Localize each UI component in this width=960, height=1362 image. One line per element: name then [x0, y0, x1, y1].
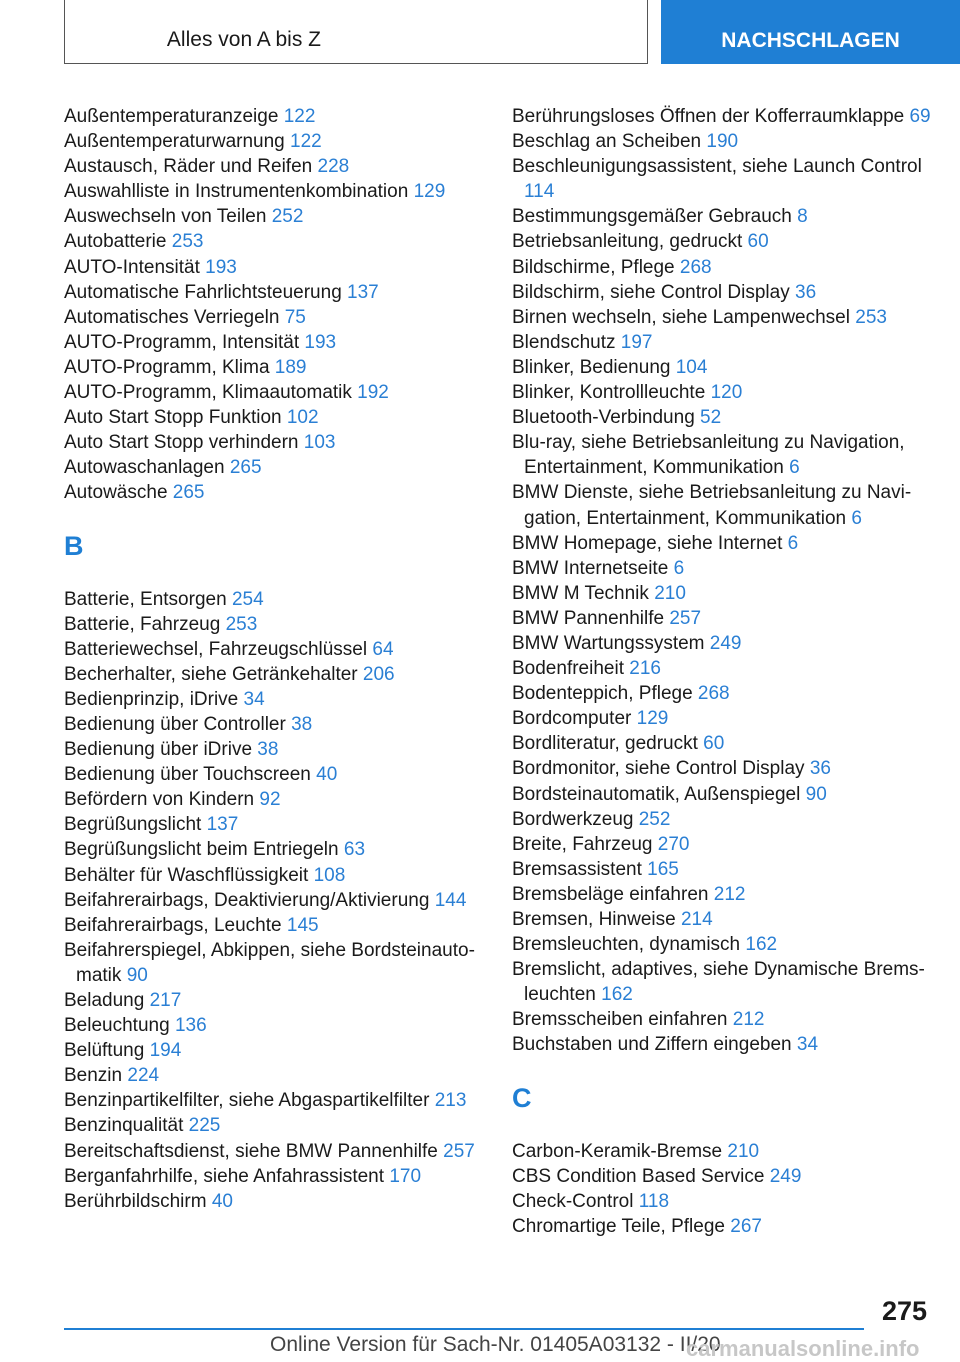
index-entry-page-link[interactable]: 36	[795, 281, 817, 303]
index-entry	[512, 255, 937, 280]
index-entry-term: Breite, Fahrzeug	[512, 833, 653, 855]
index-entry-term: Batterie, Entsorgen	[64, 588, 227, 610]
header-box	[64, 0, 648, 64]
index-entry-page-link[interactable]: 114	[524, 181, 555, 203]
index-entry-page-link[interactable]: 60	[703, 733, 725, 755]
index-entry-term: BMW Pannenhilfe	[512, 607, 665, 629]
index-entry-page-link[interactable]: 162	[745, 934, 778, 956]
index-entry-page-link[interactable]: 69	[909, 106, 931, 127]
index-entry-page-link[interactable]: 252	[271, 206, 304, 228]
index-entry-page-link[interactable]: 270	[657, 833, 690, 855]
index-entry	[512, 531, 937, 556]
index-entry	[64, 812, 494, 837]
index-entry-page-link[interactable]: 206	[362, 663, 395, 685]
index-entry-page-link[interactable]: 34	[796, 1034, 819, 1056]
index-entry-page-link[interactable]: 129	[413, 181, 446, 203]
index-entry-term: Bremsassistent	[512, 858, 642, 880]
index-entry-term: Becherhalter, siehe Getränkehalter	[64, 663, 358, 685]
index-entry-term: Außentemperaturanzeige	[64, 106, 279, 127]
index-entry-term: Behälter für Waschflüssigkeit	[64, 864, 309, 886]
index-entry-page-link[interactable]: 214	[680, 909, 713, 930]
index-entry	[512, 731, 937, 756]
index-entry	[512, 1032, 937, 1057]
index-entry-page-link[interactable]: 190	[706, 131, 739, 153]
index-entry	[64, 1113, 494, 1138]
index-entry-term: Bluetooth-Verbindung	[512, 407, 695, 429]
index-entry-term: BMW Internetseite	[512, 557, 669, 579]
index-entry-term: Batterie, Fahrzeug	[64, 613, 221, 635]
index-entry-term: Autowäsche	[64, 482, 168, 504]
index-entry	[64, 1013, 494, 1038]
index-entry	[64, 787, 494, 812]
index-entry-page-link[interactable]: 170	[389, 1165, 422, 1187]
index-entry	[64, 1063, 494, 1088]
index-entry-page-link[interactable]: 162	[601, 984, 633, 1006]
index-entry-term: Blinker, Bedienung	[512, 356, 671, 378]
index-entry-term: Auswahlliste in Instrumentenkombination	[64, 181, 409, 203]
index-entry-term: Bremsscheiben einfahren	[512, 1009, 728, 1031]
index-entry-page-link[interactable]: 253	[225, 613, 258, 635]
index-entry-term: Birnen wechseln, siehe Lampenwechsel	[512, 306, 850, 328]
index-entry-page-link[interactable]: 34	[243, 688, 265, 710]
index-entry	[64, 129, 494, 154]
index-entry	[64, 863, 494, 888]
index-entry	[512, 154, 937, 204]
index-entry-term: Beifahrerspiegel, Abkippen, siehe Bordsteinautomatik	[64, 939, 475, 986]
index-entry-term: Beifahrerairbags, Leuchte	[64, 914, 282, 936]
index-entry-page-link[interactable]: 52	[700, 407, 722, 429]
index-entry-term: Automatisches Verriegeln	[64, 306, 280, 328]
index-entry	[64, 355, 494, 380]
index-entry-page-link[interactable]: 265	[172, 482, 205, 504]
index-entry-page-link[interactable]: 102	[286, 407, 319, 429]
index-entry-page-link[interactable]: 216	[629, 658, 661, 680]
index-entry-page-link[interactable]: 254	[231, 588, 264, 610]
index-entry-term: BMW Wartungssystem	[512, 632, 705, 654]
index-entry	[64, 837, 494, 862]
index-entry	[64, 280, 494, 305]
index-entry	[64, 1164, 494, 1189]
index-entry-page-link[interactable]: 36	[809, 758, 831, 780]
index-entry-page-link[interactable]: 90	[805, 783, 827, 805]
index-entry-page-link[interactable]: 267	[730, 1215, 762, 1237]
index-entry-page-link[interactable]: 225	[188, 1115, 221, 1137]
index-entry-page-link[interactable]: 122	[283, 106, 316, 127]
index-entry-page-link[interactable]: 228	[317, 156, 350, 178]
index-entry-term: Buchstaben und Ziffern eingeben	[512, 1034, 792, 1056]
index-entry	[512, 832, 937, 857]
index-entry-term: BMW Dienste, siehe Betriebsanleitung zu Navigation, Entertainment, Kommunikation	[512, 482, 912, 529]
index-entry-term: Beschlag an Scheiben	[512, 131, 702, 153]
index-entry-page-link[interactable]: 137	[347, 281, 379, 303]
index-entry-term: Bremslicht, adaptives, siehe Dynamische Bremsleuchten	[512, 959, 925, 1006]
index-entry	[64, 988, 494, 1013]
watermark: carmanualsonline.info	[686, 1336, 920, 1361]
index-entry-page-link[interactable]: 38	[291, 713, 313, 735]
index-entry-term: Beschleunigungsassistent, siehe Launch Control	[512, 156, 922, 178]
index-entry	[64, 612, 494, 637]
index-entry-term: Bordcomputer	[512, 708, 632, 730]
index-entry-term: Bodenteppich, Pflege	[512, 683, 693, 705]
index-entry	[64, 380, 494, 405]
index-entry-page-link[interactable]: 40	[316, 764, 338, 786]
index-entry-term: Beleuchtung	[64, 1015, 170, 1037]
index-column-right	[512, 104, 937, 1239]
index-entry	[512, 957, 937, 1007]
index-entry-term: Bordliteratur, gedruckt	[512, 733, 698, 755]
index-entry-term: Berührbildschirm	[64, 1190, 207, 1212]
index-entry-page-link[interactable]: 210	[727, 1140, 760, 1162]
index-entry	[64, 229, 494, 254]
index-entry-term: Bordmonitor, siehe Control Display	[512, 758, 805, 780]
index-entry	[64, 762, 494, 787]
index-entry-page-link[interactable]: 189	[274, 356, 307, 378]
index-entry	[64, 154, 494, 179]
index-entry	[512, 380, 937, 405]
index-entry	[64, 430, 494, 455]
index-entry	[512, 581, 937, 606]
index-entry	[512, 480, 937, 530]
index-entry	[64, 938, 494, 988]
index-entry	[512, 1007, 937, 1032]
index-entry	[64, 455, 494, 480]
index-entry-term: Auto Start Stopp verhindern	[64, 432, 299, 454]
index-entry-term: Befördern von Kindern	[64, 789, 255, 811]
index-entry	[512, 556, 937, 581]
index-entry	[512, 631, 937, 656]
section-title: Alles von A bis Z	[166, 28, 321, 51]
index-column-left	[64, 104, 494, 1214]
index-entry	[512, 305, 937, 330]
index-entry-term: Bestimmungsgemäßer Gebrauch	[512, 206, 792, 228]
index-entry-page-link[interactable]: 6	[787, 532, 799, 554]
index-entry-page-link[interactable]: 213	[434, 1090, 467, 1112]
index-entry-term: Carbon-Keramik-Bremse	[512, 1140, 723, 1162]
index-entry	[64, 687, 494, 712]
index-entry-page-link[interactable]: 75	[284, 306, 306, 328]
index-entry-page-link[interactable]: 268	[697, 683, 730, 705]
index-entry-page-link[interactable]: 192	[357, 382, 389, 404]
index-entry	[512, 756, 937, 781]
index-entry	[64, 405, 494, 430]
index-entry-page-link[interactable]: 8	[797, 206, 808, 228]
index-entry	[512, 807, 937, 832]
index-entry-page-link[interactable]: 249	[769, 1165, 802, 1187]
index-entry	[512, 430, 937, 480]
index-entry-term: Blinker, Kontrollleuchte	[512, 382, 706, 404]
index-entry-page-link[interactable]: 193	[304, 331, 337, 353]
index-entry	[64, 480, 494, 505]
index-entry-page-link[interactable]: 193	[205, 256, 237, 278]
index-entry-page-link[interactable]: 144	[434, 889, 467, 911]
index-entry	[512, 280, 937, 305]
index-entry	[64, 1038, 494, 1063]
index-entry-term: Bereitschaftsdienst, siehe BMW Pannenhilfe	[64, 1140, 438, 1162]
index-entry-term: Autowaschanlagen	[64, 457, 225, 479]
index-entry-term: Austausch, Räder und Reifen	[64, 156, 313, 178]
index-entry	[64, 587, 494, 612]
index-entry-term: Bodenfreiheit	[512, 658, 624, 680]
index-entry-term: Bremsleuchten, dynamisch	[512, 934, 741, 956]
index-entry	[512, 706, 937, 731]
index-entry-term: Bedienung über Controller	[64, 713, 286, 735]
index-entry-term: Autobatterie	[64, 231, 167, 253]
index-entry-term: Bildschirm, siehe Control Display	[512, 281, 790, 303]
index-entry-term: Bordsteinautomatik, Außenspiegel	[512, 783, 801, 805]
index-entry-term: Belüftung	[64, 1040, 145, 1062]
index-entry-page-link[interactable]: 257	[443, 1140, 475, 1162]
index-entry-page-link[interactable]: 6	[673, 557, 685, 579]
index-entry-term: Bedienung über iDrive	[64, 739, 253, 761]
index-entry-term: Auswechseln von Teilen	[64, 206, 267, 228]
index-entry-term: BMW Homepage, siehe Internet	[512, 532, 783, 554]
index-entry	[64, 204, 494, 229]
index-letter-heading: B	[64, 530, 84, 561]
index-entry-term: Bremsen, Hinweise	[512, 909, 676, 930]
index-entry	[512, 129, 937, 154]
index-entry	[64, 255, 494, 280]
index-entry-term: Beifahrerairbags, Deaktivierung/Aktivierung	[64, 889, 430, 911]
index-letter-heading: C	[512, 1082, 532, 1113]
index-entry-term: Bordwerkzeug	[512, 808, 634, 830]
index-entry-page-link[interactable]: 129	[636, 708, 669, 730]
index-entry	[64, 305, 494, 330]
index-entry	[512, 104, 937, 129]
index-entry	[512, 229, 937, 254]
index-entry-page-link[interactable]: 212	[732, 1009, 765, 1031]
index-entry-term: Blu-ray, siehe Betriebsanleitung zu Navigation, Entertainment, Kommunikation	[512, 432, 905, 479]
index-entry-page-link[interactable]: 137	[206, 814, 239, 836]
index-entry-term: Beladung	[64, 990, 145, 1011]
index-entry-page-link[interactable]: 118	[638, 1190, 670, 1212]
index-entry-term: BMW M Technik	[512, 582, 649, 604]
index-entry-page-link[interactable]: 122	[290, 131, 322, 153]
index-entry-term: Betriebsanleitung, gedruckt	[512, 231, 743, 253]
index-entry-page-link[interactable]: 194	[149, 1040, 182, 1062]
index-entry	[512, 932, 937, 957]
index-entry-page-link[interactable]: 197	[620, 331, 653, 353]
index-entry-page-link[interactable]: 40	[211, 1190, 233, 1212]
index-entry	[64, 662, 494, 687]
index-entry-page-link[interactable]: 60	[747, 231, 769, 253]
index-entry-page-link[interactable]: 257	[669, 607, 702, 629]
index-entry	[512, 204, 937, 229]
index-entry-term: Bremsbeläge einfahren	[512, 883, 709, 905]
index-entry-term: Begrüßungslicht beim Entriegeln	[64, 839, 339, 861]
index-entry-page-link[interactable]: 108	[313, 864, 346, 886]
index-entry-page-link[interactable]: 252	[638, 808, 671, 830]
index-entry-page-link[interactable]: 212	[713, 883, 746, 905]
index-entry	[64, 179, 494, 204]
index-entry	[512, 681, 937, 706]
index-entry	[64, 1139, 494, 1164]
index-entry-term: Berganfahrhilfe, siehe Anfahrassistent	[64, 1165, 385, 1187]
index-entry-term: Auto Start Stopp Funktion	[64, 407, 282, 429]
index-entry-term: Begrüßungslicht	[64, 814, 202, 836]
index-entry	[64, 1088, 494, 1113]
index-entry-page-link[interactable]: 120	[710, 382, 743, 404]
index-entry-page-link[interactable]: 38	[257, 739, 279, 761]
index-entry	[64, 913, 494, 938]
index-entry-page-link[interactable]: 253	[171, 231, 204, 253]
index-entry	[512, 1214, 937, 1239]
index-entry-page-link[interactable]: 253	[855, 306, 887, 328]
index-entry-page-link[interactable]: 210	[654, 582, 686, 604]
index-entry	[512, 857, 937, 882]
index-entry-page-link[interactable]: 268	[679, 256, 712, 278]
index-entry-term: Blendschutz	[512, 331, 616, 353]
index-entry-term: AUTO-Programm, Klimaautomatik	[64, 382, 352, 404]
index-entry	[64, 637, 494, 662]
index-entry-term: Batteriewechsel, Fahrzeugschlüssel	[64, 638, 368, 660]
index-entry	[512, 907, 937, 932]
index-entry-page-link[interactable]: 6	[789, 457, 800, 479]
index-entry	[64, 1189, 494, 1214]
index-entry-page-link[interactable]: 145	[286, 914, 319, 936]
page-number: 275	[881, 1296, 927, 1326]
index-entry-page-link[interactable]: 103	[303, 432, 336, 454]
index-entry-term: Benzin	[64, 1065, 123, 1087]
index-entry-page-link[interactable]: 165	[647, 858, 679, 880]
index-entry	[64, 330, 494, 355]
index-entry	[64, 104, 494, 129]
online-version-text: Online Version für Sach-Nr. 01405A03132 - II/20	[270, 1333, 721, 1356]
index-entry-page-link[interactable]: 249	[709, 632, 742, 654]
index-entry-term: Bildschirme, Pflege	[512, 256, 675, 278]
index-entry-page-link[interactable]: 64	[372, 638, 394, 660]
index-entry	[64, 737, 494, 762]
index-entry	[512, 1164, 937, 1189]
index-entry	[64, 888, 494, 913]
index-entry-term: AUTO-Programm, Intensität	[64, 331, 300, 353]
index-entry	[512, 1139, 937, 1164]
index-entry-page-link[interactable]: 265	[229, 457, 262, 479]
index-entry-page-link[interactable]: 224	[127, 1065, 160, 1087]
index-entry-term: Automatische Fahrlichtsteuerung	[64, 281, 342, 303]
index-entry-term: Chromartige Teile, Pflege	[512, 1215, 725, 1237]
index-entry	[512, 606, 937, 631]
index-entry	[512, 355, 937, 380]
index-entry-page-link[interactable]: 217	[149, 990, 182, 1011]
footer-divider	[64, 1328, 864, 1330]
index-entry	[64, 712, 494, 737]
index-entry-page-link[interactable]: 90	[126, 964, 148, 986]
tab-nachschlagen[interactable]: NACHSCHLAGEN	[661, 0, 960, 64]
index-entry-term: Check-Control	[512, 1190, 634, 1212]
index-entry	[512, 882, 937, 907]
index-entry	[512, 1189, 937, 1214]
index-entry-term: Berührungsloses Öffnen der Kofferraumklappe	[512, 106, 905, 127]
index-entry-term: Außentemperaturwarnung	[64, 131, 285, 153]
index-entry-page-link[interactable]: 136	[174, 1015, 207, 1037]
index-entry-term: AUTO-Intensität	[64, 256, 200, 278]
index-entry-term: Benzinqualität	[64, 1115, 184, 1137]
index-entry	[512, 330, 937, 355]
index-entry-page-link[interactable]: 63	[343, 839, 366, 861]
index-entry-term: Benzinpartikelfilter, siehe Abgaspartikelfilter	[64, 1090, 430, 1112]
index-entry	[512, 405, 937, 430]
index-entry-term: CBS Condition Based Service	[512, 1165, 765, 1187]
index-entry	[512, 782, 937, 807]
index-entry-page-link[interactable]: 6	[851, 507, 862, 529]
index-entry-page-link[interactable]: 92	[259, 789, 281, 811]
index-entry-page-link[interactable]: 104	[675, 356, 708, 378]
index-entry-term: Bedienprinzip, iDrive	[64, 688, 239, 710]
index-entry-term: AUTO-Programm, Klima	[64, 356, 270, 378]
index-entry	[512, 656, 937, 681]
index-entry-term: Bedienung über Touchscreen	[64, 764, 311, 786]
